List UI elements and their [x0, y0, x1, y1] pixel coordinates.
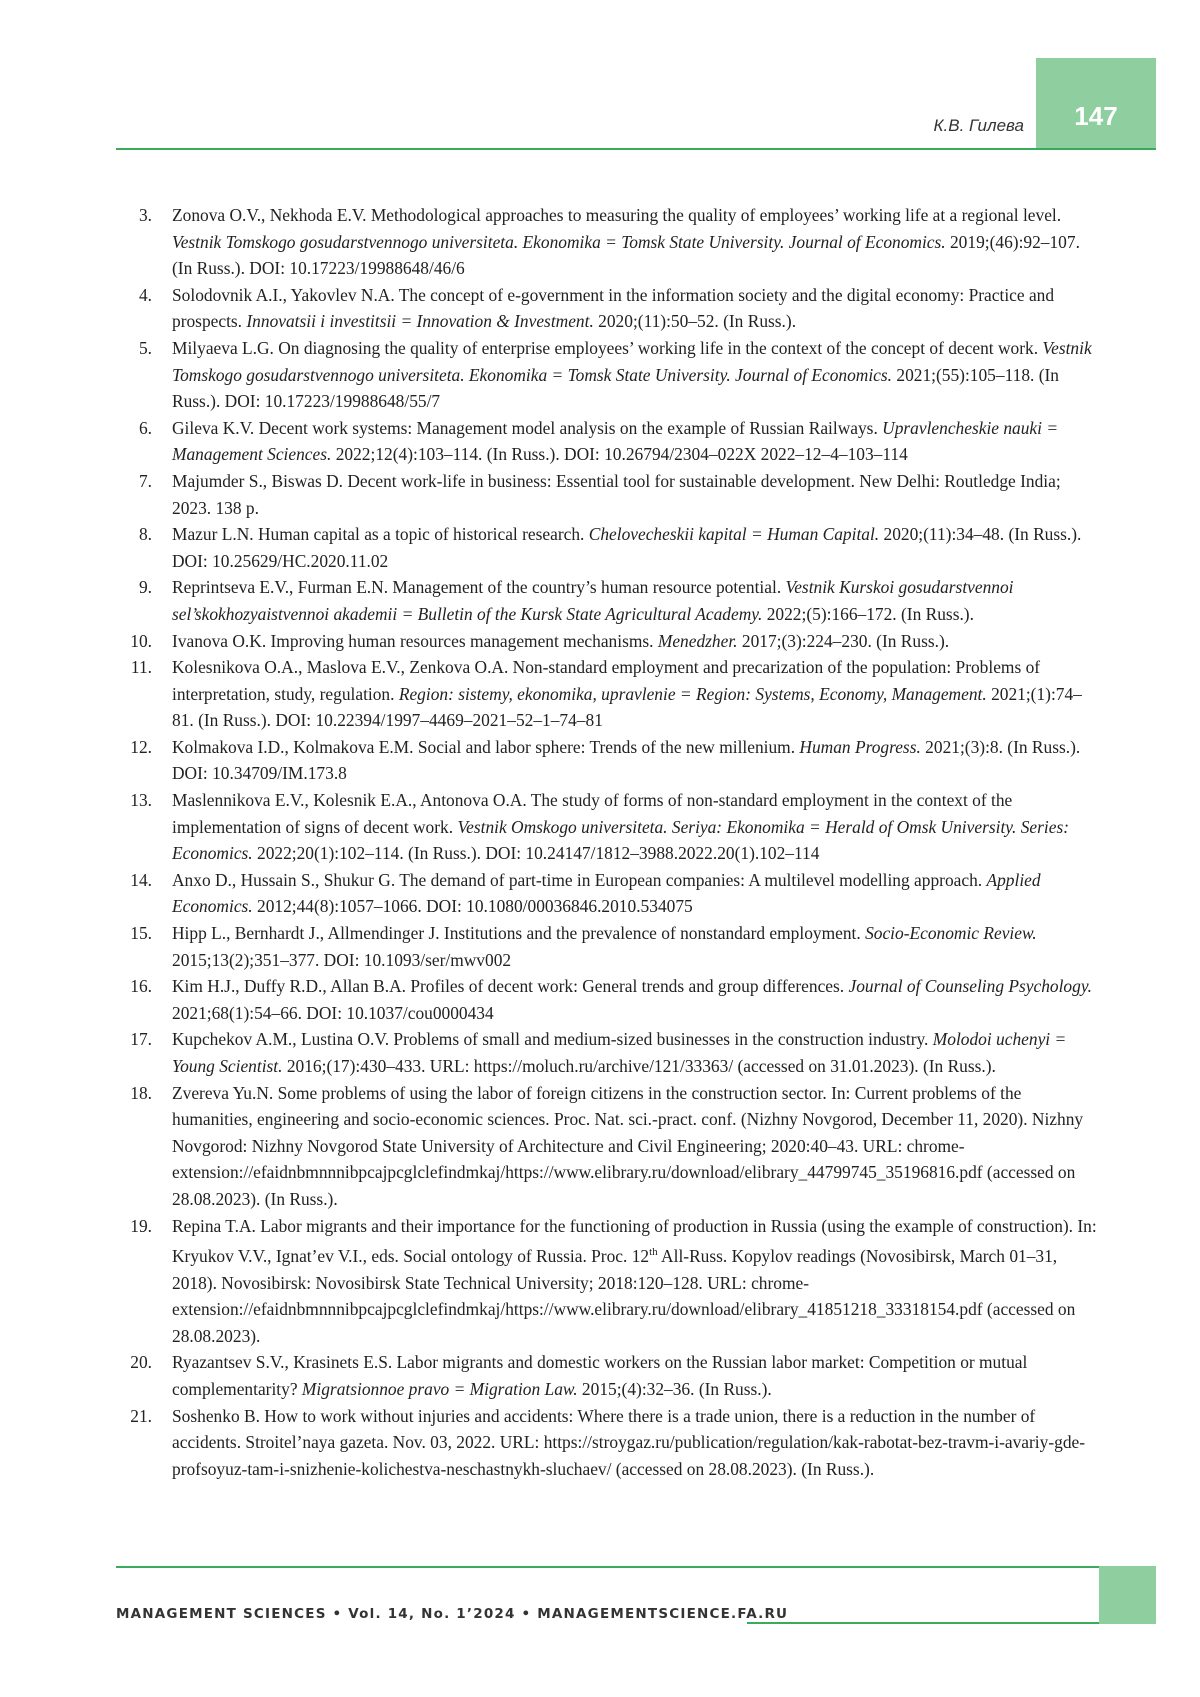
reference-text: [172, 468, 1102, 521]
reference-segment: 2022;20(1):102–114. (In Russ.). DOI: 10.24147/1812–3988.2022.20(1).102–114: [252, 843, 820, 864]
reference-text: [172, 1026, 1102, 1079]
reference-segment: Solodovnik A.I., Yakovlev N.A. The concept of e-government in the information society and the digital economy: Practice and prospects.: [172, 284, 1055, 332]
footer-tab: [1099, 1566, 1156, 1624]
reference-source-title: Vestnik Omskogo universiteta. Seriya: Ekonomika = Herald of Omsk University. Series: Economics.: [172, 816, 1070, 864]
reference-item: [0, 1080, 1200, 1213]
reference-text: [172, 1349, 1102, 1402]
reference-item: [0, 1403, 1200, 1483]
footer-rule: [116, 1566, 1100, 1568]
reference-source-title: Molodoi uchenyi = Young Scientist.: [172, 1029, 1067, 1076]
reference-segment: Gileva K.V. Decent work systems: Management model analysis on the example of Russian Railways.: [172, 417, 883, 438]
reference-text: [172, 415, 1102, 468]
reference-source-title: Vestnik Tomskogo gosudarstvennogo universiteta. Ekonomika = Tomsk State University. Journal of Economics.: [172, 337, 1092, 385]
reference-segment: Kolesnikova O.A., Maslova E.V., Zenkova O.A. Non-standard employment and precarization of the population: Problems of interpretation, study, regulation.: [172, 657, 1041, 704]
reference-number: 10.: [130, 630, 152, 651]
page-number: 147: [1074, 101, 1118, 131]
reference-source-title: Region: sistemy, ekonomika, upravlenie = Region: Systems, Economy, Management.: [398, 683, 987, 704]
reference-segment: Ryazantsev S.V., Krasinets E.S. Labor migrants and domestic workers on the Russian labor market: Competition or mutual complementarity?: [172, 1352, 1028, 1399]
reference-segment: 2020;(11):50–52. (In Russ.).: [593, 311, 797, 332]
reference-segment: 2015;13(2);351–377. DOI: 10.1093/ser/mwv002: [172, 949, 512, 970]
reference-number: 4.: [138, 284, 152, 305]
reference-item: [0, 920, 1200, 973]
reference-source-title: Socio-Economic Review.: [865, 923, 1037, 944]
reference-number: 7.: [138, 470, 152, 491]
reference-text: [172, 787, 1102, 867]
reference-segment: Repina T.A. Labor migrants and their importance for the functioning of production in Russia (using the example of construction). In: Kryukov V.V., Ignat’ev V.I., eds. Social ontology of Russia. Proc. 12: [172, 1215, 1097, 1266]
reference-item: [0, 654, 1200, 734]
reference-segment: 2022;(5):166–172. (In Russ.).: [762, 603, 974, 624]
reference-number: 13.: [130, 790, 152, 811]
footer-line: [747, 1622, 1099, 1624]
reference-text: [172, 282, 1102, 335]
reference-text: [172, 1403, 1102, 1483]
reference-segment: 2021;68(1):54–66. DOI: 10.1037/cou0000434: [172, 1002, 494, 1023]
reference-segment: Mazur L.N. Human capital as a topic of historical research.: [172, 524, 589, 545]
reference-text: [172, 654, 1102, 734]
reference-number: 3.: [138, 205, 152, 225]
reference-number: 11.: [130, 657, 152, 678]
reference-text: [172, 1213, 1102, 1350]
reference-segment: Kim H.J., Duffy R.D., Allan B.A. Profiles of decent work: General trends and group differences.: [172, 976, 849, 997]
reference-item: [0, 1213, 1200, 1350]
reference-item: [0, 335, 1200, 415]
reference-number: 6.: [138, 417, 152, 438]
reference-number: 5.: [138, 337, 152, 358]
reference-text: [172, 867, 1102, 920]
reference-item: [0, 468, 1200, 521]
reference-segment: Soshenko B. How to work without injuries and accidents: Where there is a trade union, there is a reduction in the number of accidents. Stroitel’naya gazeta. Nov. 03, 2022. URL: https://stroygaz.ru/publication/regulation/kak-rabotat-bez-travm-i-avariy-gde-profsoyuz-tam-i-snizhenie-kolichestva-neschastnykh-sluchaev/ (accessed on 28.08.2023). (In Russ.).: [172, 1405, 1086, 1479]
reference-number: 14.: [130, 869, 152, 890]
reference-source-title: Applied Economics.: [172, 869, 1041, 917]
reference-item: [0, 973, 1200, 1026]
reference-source-title: Upravlencheskie nauki = Management Sciences.: [172, 417, 1059, 465]
reference-segment: 2012;44(8):1057–1066. DOI: 10.1080/00036846.2010.534075: [252, 896, 693, 917]
reference-number: 16.: [130, 976, 152, 997]
reference-segment: Hipp L., Bernhardt J., Allmendinger J. Institutions and the prevalence of nonstandard employment.: [172, 923, 866, 944]
reference-item: [0, 521, 1200, 574]
reference-item: [0, 734, 1200, 787]
reference-number: 9.: [138, 577, 152, 598]
reference-source-title: Vestnik Tomskogo gosudarstvennogo universiteta. Ekonomika = Tomsk State University. Journal of Economics.: [172, 231, 946, 252]
reference-segment: 2016;(17):430–433. URL: https://moluch.ru/archive/121/33363/ (accessed on 31.01.2023). (In Russ.).: [282, 1056, 996, 1076]
reference-source-title: Vestnik Kurskoi gosudarstvennoi sel’skokhozyaistvennoi akademii = Bulletin of the Kursk State Agricultural Academy.: [172, 577, 1014, 624]
reference-number: 17.: [130, 1029, 152, 1050]
reference-segment: 2021;(3):8. (In Russ.). DOI: 10.34709/IM.173.8: [172, 736, 1081, 784]
reference-segment: Zonova O.V., Nekhoda E.V. Methodological approaches to measuring the quality of employees’ working life at a regional level.: [172, 205, 1062, 225]
reference-text: [172, 202, 1102, 282]
reference-number: 19.: [130, 1215, 152, 1236]
footer-journal-info: MANAGEMENT SCIENCES • Vol. 14, No. 1’2024 • MANAGEMENTSCIENCE.FA.RU: [116, 1606, 789, 1622]
reference-text: [172, 335, 1102, 415]
reference-item: [0, 787, 1200, 867]
reference-number: 20.: [130, 1352, 152, 1373]
reference-segment: Kolmakova I.D., Kolmakova E.M. Social and labor sphere: Trends of the new millenium.: [172, 736, 800, 757]
reference-item: [0, 1026, 1200, 1079]
reference-segment: 2015;(4):32–36. (In Russ.).: [577, 1378, 772, 1399]
reference-source-title: Innovatsii i investitsii = Innovation & Investment.: [246, 311, 594, 332]
header-rule: [116, 148, 1156, 150]
reference-segment: 2022;12(4):103–114. (In Russ.). DOI: 10.26794/2304–022X 2022–12–4–103–114: [331, 444, 908, 465]
reference-item: [0, 282, 1200, 335]
reference-segment: 2021;(1):74–81. (In Russ.). DOI: 10.22394/1997–4469–2021–52–1–74–81: [172, 683, 1082, 731]
reference-text: [172, 1080, 1102, 1213]
reference-segment: Kupchekov A.M., Lustina O.V. Problems of small and medium-sized businesses in the construction industry.: [172, 1029, 933, 1050]
reference-text: [172, 734, 1102, 787]
reference-item: [0, 628, 1200, 655]
reference-number: 12.: [130, 736, 152, 757]
reference-segment: 2021;(55):105–118. (In Russ.). DOI: 10.17223/19988648/55/7: [172, 364, 1059, 412]
reference-text: [172, 920, 1102, 973]
reference-number: 15.: [130, 923, 152, 944]
reference-item: [0, 574, 1200, 627]
reference-segment: Zvereva Yu.N. Some problems of using the labor of foreign citizens in the construction sector. In: Current problems of the humanities, engineering and socio-economic sciences. Proc. Nat. sci.-pract. conf. (Nizhny Novgorod, December 11, 2020). Nizhny Novgorod: Nizhny Novgorod State University of Architecture and Civil Engineering; 2020:40–43. URL: chrome-extension://efaidnbmnnnibpcajpcglclefindmkaj/https://www.elibrary.ru/download/elibrary_44799745_35196816.pdf (accessed on 28.08.2023). (In Russ.).: [172, 1082, 1084, 1209]
reference-text: [172, 574, 1102, 627]
running-head-author: К.В. Гилева: [933, 116, 1024, 135]
reference-number: 8.: [138, 524, 152, 545]
reference-source-title: Migratsionnoe pravo = Migration Law.: [301, 1378, 578, 1399]
reference-text: [172, 973, 1102, 1026]
reference-list: [0, 202, 1200, 1482]
reference-item: [0, 867, 1200, 920]
reference-source-title: Human Progress.: [799, 736, 921, 757]
reference-source-title: Menedzher.: [657, 630, 738, 651]
reference-text: [172, 628, 1102, 655]
reference-item: [0, 202, 1200, 282]
reference-number: 21.: [130, 1405, 152, 1426]
reference-segment: 2019;(46):92–107. (In Russ.). DOI: 10.17223/19988648/46/6: [172, 231, 1080, 279]
reference-segment: Maslennikova E.V., Kolesnik E.A., Antonova O.A. The study of forms of non-standard employment in the context of the implementation of signs of decent work.: [172, 790, 1013, 837]
reference-source-title: Chelovecheskii kapital = Human Capital.: [588, 524, 880, 545]
reference-item: [0, 415, 1200, 468]
reference-source-title: Journal of Counseling Psychology.: [848, 976, 1092, 997]
reference-segment: All-Russ. Kopylov readings (Novosibirsk, March 01–31, 2018). Novosibirsk: Novosibirsk State Technical University; 2018:120–128. URL: chrome-extension://efaidnbmnnnibpcajpcglclefindmkaj/https://www.elibrary.ru/download/elibrary_41851218_33318154.pdf (accessed on 28.08.2023).: [172, 1245, 1076, 1346]
reference-number: 18.: [130, 1082, 152, 1103]
reference-segment: Majumder S., Biswas D. Decent work-life in business: Essential tool for sustainable development. New Delhi: Routledge India; 2023. 138 p.: [172, 470, 1061, 518]
reference-segment: Anxo D., Hussain S., Shukur G. The demand of part-time in European companies: A multilevel modelling approach.: [172, 869, 987, 890]
reference-segment: th: [649, 1246, 658, 1259]
reference-text: [172, 521, 1102, 574]
reference-segment: Reprintseva E.V., Furman E.N. Management of the country’s human resource potential.: [172, 577, 786, 598]
reference-segment: Milyaeva L.G. On diagnosing the quality of enterprise employees’ working life in the context of the concept of decent work.: [172, 337, 1043, 358]
reference-segment: 2017;(3):224–230. (In Russ.).: [737, 630, 950, 651]
reference-segment: 2020;(11):34–48. (In Russ.). DOI: 10.25629/HC.2020.11.02: [172, 524, 1082, 571]
reference-segment: Ivanova O.K. Improving human resources management mechanisms.: [172, 630, 658, 651]
reference-item: [0, 1349, 1200, 1402]
